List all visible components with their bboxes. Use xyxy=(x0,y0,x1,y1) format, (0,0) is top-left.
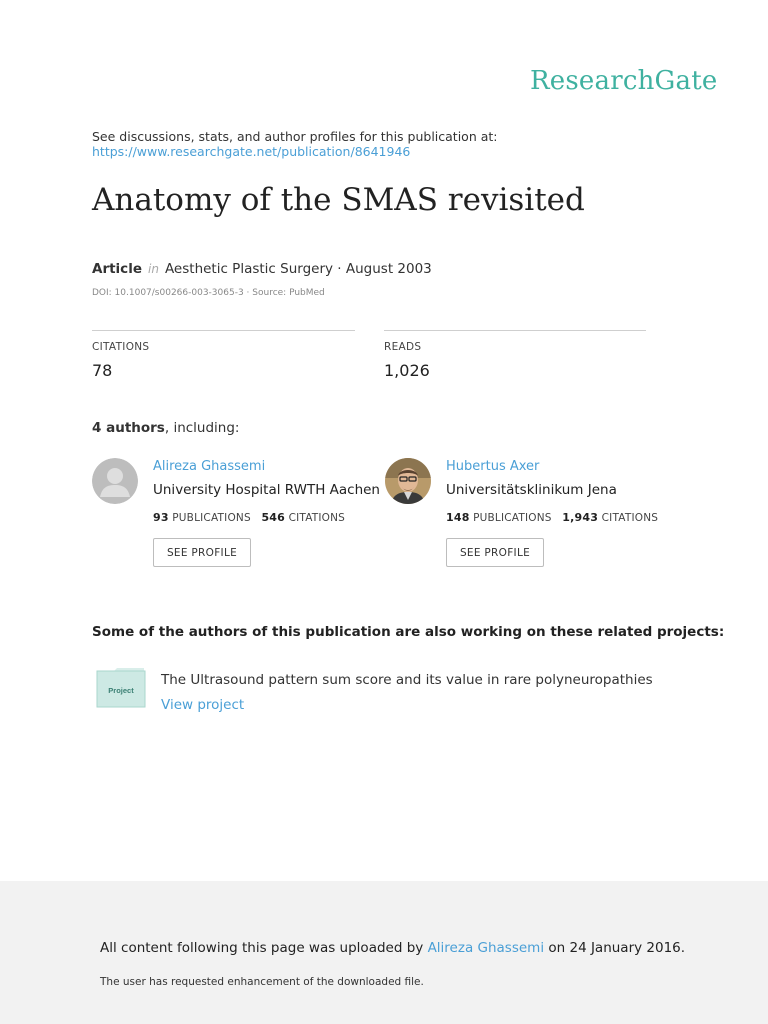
author-publications-count: 148 xyxy=(446,511,470,524)
author-citations-label: CITATIONS xyxy=(288,512,346,524)
author-citations-label: CITATIONS xyxy=(601,512,659,524)
intro-block xyxy=(92,129,498,159)
reads-label: READS xyxy=(384,341,422,353)
uploader-link[interactable]: Alireza Ghassemi xyxy=(427,940,545,956)
researchgate-logo[interactable]: ResearchGate xyxy=(530,66,718,96)
project-folder-icon xyxy=(96,668,146,708)
reads-divider xyxy=(384,330,646,331)
see-profile-button[interactable]: SEE PROFILE xyxy=(446,538,544,567)
project-title: The Ultrasound pattern sum score and its value in rare polyneuropathies xyxy=(161,672,653,688)
author-photo[interactable] xyxy=(385,458,431,504)
author-citations-count: 546 xyxy=(261,511,286,524)
publication-meta xyxy=(92,261,432,277)
publication-url-link[interactable]: https://www.researchgate.net/publication/8641946 xyxy=(92,144,411,159)
publication-venue: Aesthetic Plastic Surgery · August 2003 xyxy=(164,261,432,277)
view-project-link[interactable]: View project xyxy=(161,697,245,713)
project-item xyxy=(161,668,671,718)
author-publications-label: PUBLICATIONS xyxy=(172,512,251,524)
default-avatar-icon[interactable] xyxy=(92,458,138,504)
citations-label: CITATIONS xyxy=(92,341,150,353)
author-publications-label: PUBLICATIONS xyxy=(473,512,552,524)
publication-type: Article xyxy=(92,261,142,277)
project-icon-label: Project xyxy=(108,686,134,695)
author-name-link[interactable]: Alireza Ghassemi xyxy=(153,459,266,474)
citations-value: 78 xyxy=(92,361,113,380)
upload-notice xyxy=(100,940,685,956)
author-citations-count: 1,943 xyxy=(562,511,599,524)
doi-source: DOI: 10.1007/s00266-003-3065-3 · Source: PubMed xyxy=(92,288,325,298)
intro-text: See discussions, stats, and author profiles for this publication at: xyxy=(92,129,498,144)
author-publications-count: 93 xyxy=(153,511,169,524)
upload-prefix: All content following this page was uploaded by xyxy=(100,940,428,956)
author-stats xyxy=(446,511,658,524)
reads-value: 1,026 xyxy=(384,361,430,380)
citations-divider xyxy=(92,330,355,331)
page-title: Anatomy of the SMAS revisited xyxy=(92,182,585,218)
in-connector: in xyxy=(147,262,159,276)
author-stats xyxy=(153,511,345,524)
authors-heading xyxy=(92,420,239,436)
author-name-link[interactable]: Hubertus Axer xyxy=(446,459,540,474)
author-institution: University Hospital RWTH Aachen xyxy=(153,482,380,498)
upload-suffix: on 24 January 2016. xyxy=(544,940,686,956)
enhancement-note: The user has requested enhancement of the downloaded file. xyxy=(100,976,424,988)
authors-count: 4 authors xyxy=(92,420,165,436)
related-projects-heading: Some of the authors of this publication are also working on these related projects: xyxy=(92,624,725,640)
see-profile-button[interactable]: SEE PROFILE xyxy=(153,538,251,567)
authors-suffix: , including: xyxy=(164,420,240,436)
author-institution: Universitätsklinikum Jena xyxy=(446,482,617,498)
